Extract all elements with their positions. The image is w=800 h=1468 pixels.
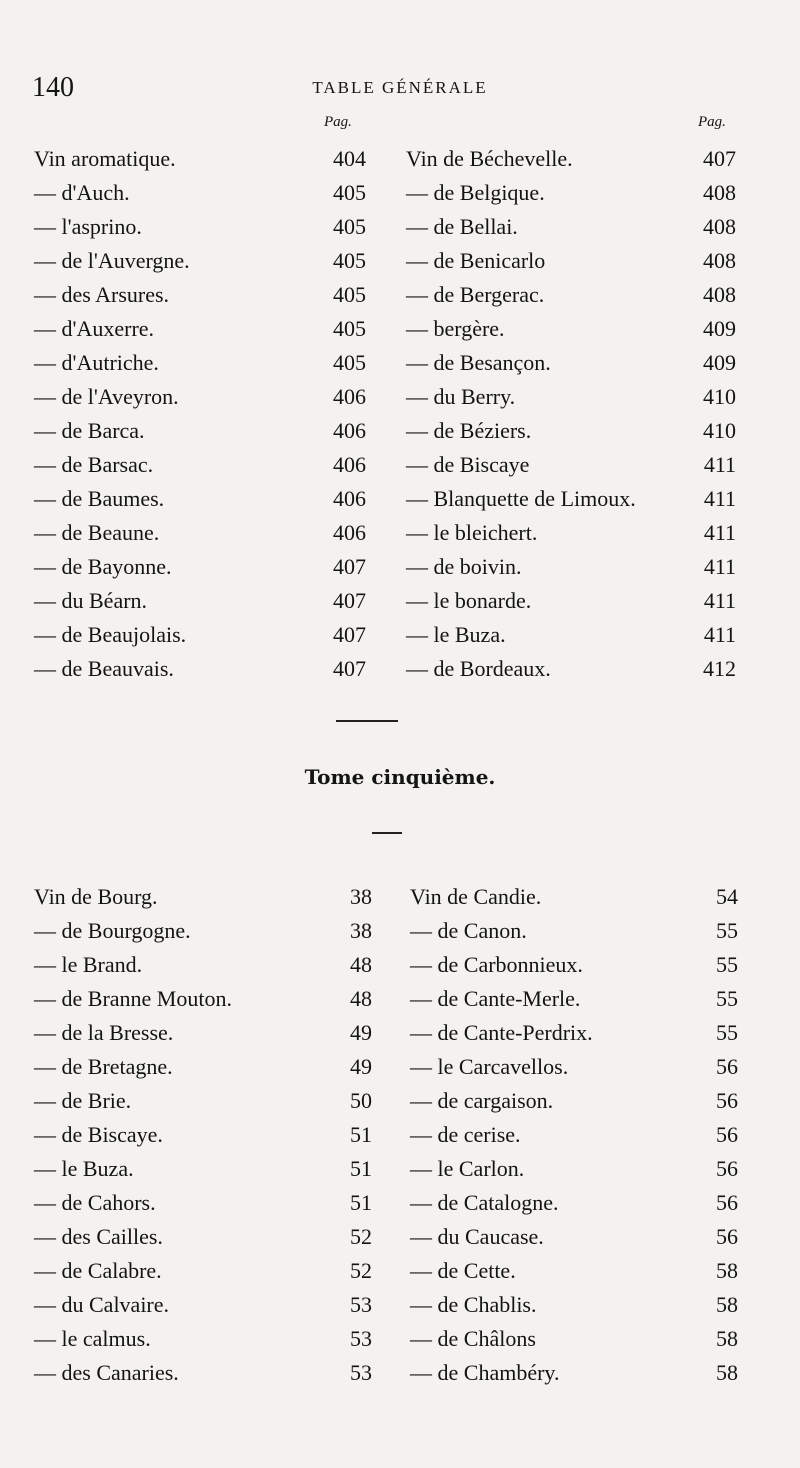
entry-page-number: 411: [703, 622, 736, 647]
entry-page-number: 58: [716, 1326, 738, 1351]
entry-name: — de Besançon.: [406, 350, 551, 375]
entry-page-number: 55: [716, 1020, 738, 1045]
index-entry: [410, 1016, 738, 1050]
entry-name: — de Bellai.: [406, 214, 518, 239]
index-entry: [406, 584, 736, 618]
entry-name: — de Beaune.: [34, 520, 160, 545]
index-entry: [34, 1288, 372, 1322]
entry-name: — de Cahors.: [34, 1190, 156, 1215]
pag-label-left: Pag.: [324, 114, 352, 130]
index-entry: [34, 1050, 372, 1084]
entry-page-number: 406: [333, 418, 366, 443]
index-entry: [406, 278, 736, 312]
entry-page-number: 58: [716, 1292, 738, 1317]
entry-name: — de Canon.: [410, 918, 527, 943]
section-divider: [336, 720, 398, 722]
entry-page-number: 38: [350, 884, 372, 909]
entry-name: — le calmus.: [34, 1326, 151, 1351]
entry-name: — des Canaries.: [34, 1360, 179, 1385]
entry-page-number: 407: [333, 622, 366, 647]
page-number: 140: [32, 72, 74, 103]
entry-name: — de cerise.: [410, 1122, 521, 1147]
index-entry: [34, 948, 372, 982]
entry-name: — du Berry.: [406, 384, 516, 409]
index-entry: [34, 1118, 372, 1152]
entry-name: — le Brand.: [34, 952, 143, 977]
index-column: [410, 880, 738, 1390]
entry-name: — l'asprino.: [34, 214, 142, 239]
index-entry: [34, 142, 366, 176]
entry-name: — de la Bresse.: [34, 1020, 174, 1045]
entry-page-number: 412: [703, 656, 736, 681]
index-column: [34, 880, 372, 1390]
index-entry: [34, 380, 366, 414]
entry-name: — de Cante-Merle.: [410, 986, 581, 1011]
entry-page-number: 411: [703, 554, 736, 579]
entry-name: — de Brie.: [34, 1088, 132, 1113]
entry-name: — le Buza.: [34, 1156, 134, 1181]
entry-name: — de Baumes.: [34, 486, 165, 511]
entry-name: — de Carbonnieux.: [410, 952, 583, 977]
entry-name: — de Branne Mouton.: [34, 986, 232, 1011]
entry-page-number: 407: [333, 656, 366, 681]
entry-page-number: 410: [703, 418, 736, 443]
entry-page-number: 411: [703, 520, 736, 545]
entry-name: — de Bordeaux.: [406, 656, 551, 681]
entry-name: — des Arsures.: [34, 282, 170, 307]
entry-page-number: 48: [350, 986, 372, 1011]
entry-page-number: 51: [350, 1122, 372, 1147]
entry-name: — de Bretagne.: [34, 1054, 173, 1079]
entry-page-number: 50: [350, 1088, 372, 1113]
entry-name: — de Cette.: [410, 1258, 516, 1283]
index-entry: [410, 1084, 738, 1118]
pag-label-right: Pag.: [698, 114, 726, 130]
entry-page-number: 405: [333, 316, 366, 341]
entry-page-number: 406: [333, 520, 366, 545]
entry-page-number: 404: [333, 146, 366, 171]
entry-name: — du Béarn.: [34, 588, 148, 613]
entry-page-number: 408: [703, 180, 736, 205]
entry-name: — de Cante-Perdrix.: [410, 1020, 593, 1045]
entry-page-number: 408: [703, 282, 736, 307]
entry-name: — des Cailles.: [34, 1224, 163, 1249]
index-entry: [410, 1118, 738, 1152]
entry-page-number: 407: [333, 588, 366, 613]
entry-name: Vin de Bourg.: [34, 884, 158, 909]
index-entry: [34, 414, 366, 448]
index-entry: [406, 244, 736, 278]
index-entry: [410, 1152, 738, 1186]
index-entry: [406, 142, 736, 176]
entry-page-number: 38: [350, 918, 372, 943]
entry-page-number: 54: [716, 884, 738, 909]
page-header: [28, 72, 772, 108]
entry-name: — le Carcavellos.: [410, 1054, 569, 1079]
index-entry: [34, 1084, 372, 1118]
entry-name: — le Carlon.: [410, 1156, 525, 1181]
index-entry: [410, 1220, 738, 1254]
index-entry: [34, 278, 366, 312]
index-entry: [406, 176, 736, 210]
entry-page-number: 53: [350, 1360, 372, 1385]
entry-page-number: 406: [333, 384, 366, 409]
entry-name: — du Caucase.: [410, 1224, 544, 1249]
index-entry: [406, 312, 736, 346]
index-entry: [34, 652, 366, 686]
index-entry: [406, 210, 736, 244]
entry-name: — de Bergerac.: [406, 282, 545, 307]
index-entry: [410, 1288, 738, 1322]
index-entry: [34, 210, 366, 244]
entry-page-number: 56: [716, 1054, 738, 1079]
index-entry: [34, 176, 366, 210]
entry-name: Vin de Candie.: [410, 884, 542, 909]
entry-name: — de Chablis.: [410, 1292, 537, 1317]
index-entry: [34, 312, 366, 346]
index-column: [406, 142, 736, 686]
index-entry: [34, 1152, 372, 1186]
index-entry: [406, 550, 736, 584]
entry-name: — de Benicarlo: [406, 248, 546, 273]
index-entry: [34, 1016, 372, 1050]
entry-name: — de Béziers.: [406, 418, 532, 443]
entry-name: — de Belgique.: [406, 180, 545, 205]
index-entry: [406, 346, 736, 380]
index-entry: [406, 652, 736, 686]
entry-page-number: 56: [716, 1224, 738, 1249]
index-entry: [34, 448, 366, 482]
entry-name: — de Bayonne.: [34, 554, 172, 579]
entry-page-number: 49: [350, 1054, 372, 1079]
entry-page-number: 49: [350, 1020, 372, 1045]
entry-page-number: 55: [716, 986, 738, 1011]
entry-name: — bergère.: [406, 316, 505, 341]
entry-name: Vin aromatique.: [34, 146, 176, 171]
entry-page-number: 408: [703, 214, 736, 239]
entry-name: — de Chambéry.: [410, 1360, 560, 1385]
entry-name: — de Beaujolais.: [34, 622, 187, 647]
entry-page-number: 58: [716, 1360, 738, 1385]
entry-page-number: 410: [703, 384, 736, 409]
index-entry: [34, 1186, 372, 1220]
entry-page-number: 405: [333, 282, 366, 307]
entry-page-number: 409: [703, 316, 736, 341]
index-entry: [34, 1254, 372, 1288]
entry-page-number: 406: [333, 486, 366, 511]
entry-name: — le bonarde.: [406, 588, 532, 613]
index-entry: [410, 948, 738, 982]
entry-name: — d'Auxerre.: [34, 316, 155, 341]
entry-name: — d'Autriche.: [34, 350, 159, 375]
entry-page-number: 407: [703, 146, 736, 171]
entry-page-number: 55: [716, 918, 738, 943]
entry-page-number: 405: [333, 350, 366, 375]
entry-page-number: 56: [716, 1122, 738, 1147]
entry-name: — le Buza.: [406, 622, 506, 647]
index-entry: [406, 380, 736, 414]
index-entry: [34, 244, 366, 278]
index-entry: [34, 982, 372, 1016]
entry-name: — du Calvaire.: [34, 1292, 170, 1317]
entry-name: — Blanquette de Limoux.: [406, 486, 636, 511]
entry-name: — de boivin.: [406, 554, 522, 579]
index-entry: [34, 1220, 372, 1254]
entry-name: Vin de Béchevelle.: [406, 146, 573, 171]
entry-page-number: 405: [333, 180, 366, 205]
entry-name: — de l'Auvergne.: [34, 248, 190, 273]
index-entry: [406, 482, 736, 516]
heading-rule: [372, 832, 402, 834]
entry-page-number: 411: [703, 452, 736, 477]
index-entry: [406, 516, 736, 550]
index-entry: [410, 1254, 738, 1288]
entry-name: — de Barsac.: [34, 452, 154, 477]
entry-page-number: 405: [333, 248, 366, 273]
index-entry: [410, 880, 738, 914]
index-entry: [34, 1322, 372, 1356]
entry-name: — de l'Aveyron.: [34, 384, 179, 409]
entry-name: — d'Auch.: [34, 180, 130, 205]
entry-name: — de Biscaye.: [34, 1122, 163, 1147]
running-title: TABLE GÉNÉRALE: [312, 78, 488, 97]
index-entry: [410, 1186, 738, 1220]
entry-page-number: 53: [350, 1326, 372, 1351]
entry-name: — le bleichert.: [406, 520, 538, 545]
entry-page-number: 56: [716, 1190, 738, 1215]
entry-page-number: 48: [350, 952, 372, 977]
entry-page-number: 53: [350, 1292, 372, 1317]
index-entry: [34, 550, 366, 584]
entry-page-number: 58: [716, 1258, 738, 1283]
index-entry: [410, 914, 738, 948]
entry-name: — de Barca.: [34, 418, 145, 443]
entry-page-number: 56: [716, 1088, 738, 1113]
entry-name: — de Châlons: [410, 1326, 536, 1351]
entry-page-number: 56: [716, 1156, 738, 1181]
index-entry: [410, 1356, 738, 1390]
index-entry: [34, 584, 366, 618]
index-entry: [406, 618, 736, 652]
entry-page-number: 52: [350, 1258, 372, 1283]
volume-heading: Tome cinquième.: [304, 765, 496, 789]
entry-page-number: 407: [333, 554, 366, 579]
index-entry: [410, 1050, 738, 1084]
entry-page-number: 405: [333, 214, 366, 239]
index-entry: [34, 346, 366, 380]
index-entry: [34, 482, 366, 516]
entry-name: — de Beauvais.: [34, 656, 174, 681]
index-entry: [406, 414, 736, 448]
index-entry: [34, 618, 366, 652]
entry-name: — de cargaison.: [410, 1088, 554, 1113]
entry-name: — de Bourgogne.: [34, 918, 191, 943]
index-entry: [34, 1356, 372, 1390]
entry-page-number: 51: [350, 1156, 372, 1181]
index-entry: [410, 1322, 738, 1356]
index-column: [34, 142, 366, 686]
index-entry: [34, 516, 366, 550]
entry-page-number: 408: [703, 248, 736, 273]
entry-name: — de Biscaye: [406, 452, 530, 477]
entry-page-number: 411: [703, 588, 736, 613]
entry-page-number: 411: [703, 486, 736, 511]
entry-page-number: 52: [350, 1224, 372, 1249]
entry-page-number: 409: [703, 350, 736, 375]
entry-name: — de Calabre.: [34, 1258, 162, 1283]
index-entry: [406, 448, 736, 482]
index-entry: [34, 914, 372, 948]
entry-page-number: 406: [333, 452, 366, 477]
index-entry: [34, 880, 372, 914]
entry-page-number: 51: [350, 1190, 372, 1215]
entry-name: — de Catalogne.: [410, 1190, 559, 1215]
index-entry: [410, 982, 738, 1016]
entry-page-number: 55: [716, 952, 738, 977]
